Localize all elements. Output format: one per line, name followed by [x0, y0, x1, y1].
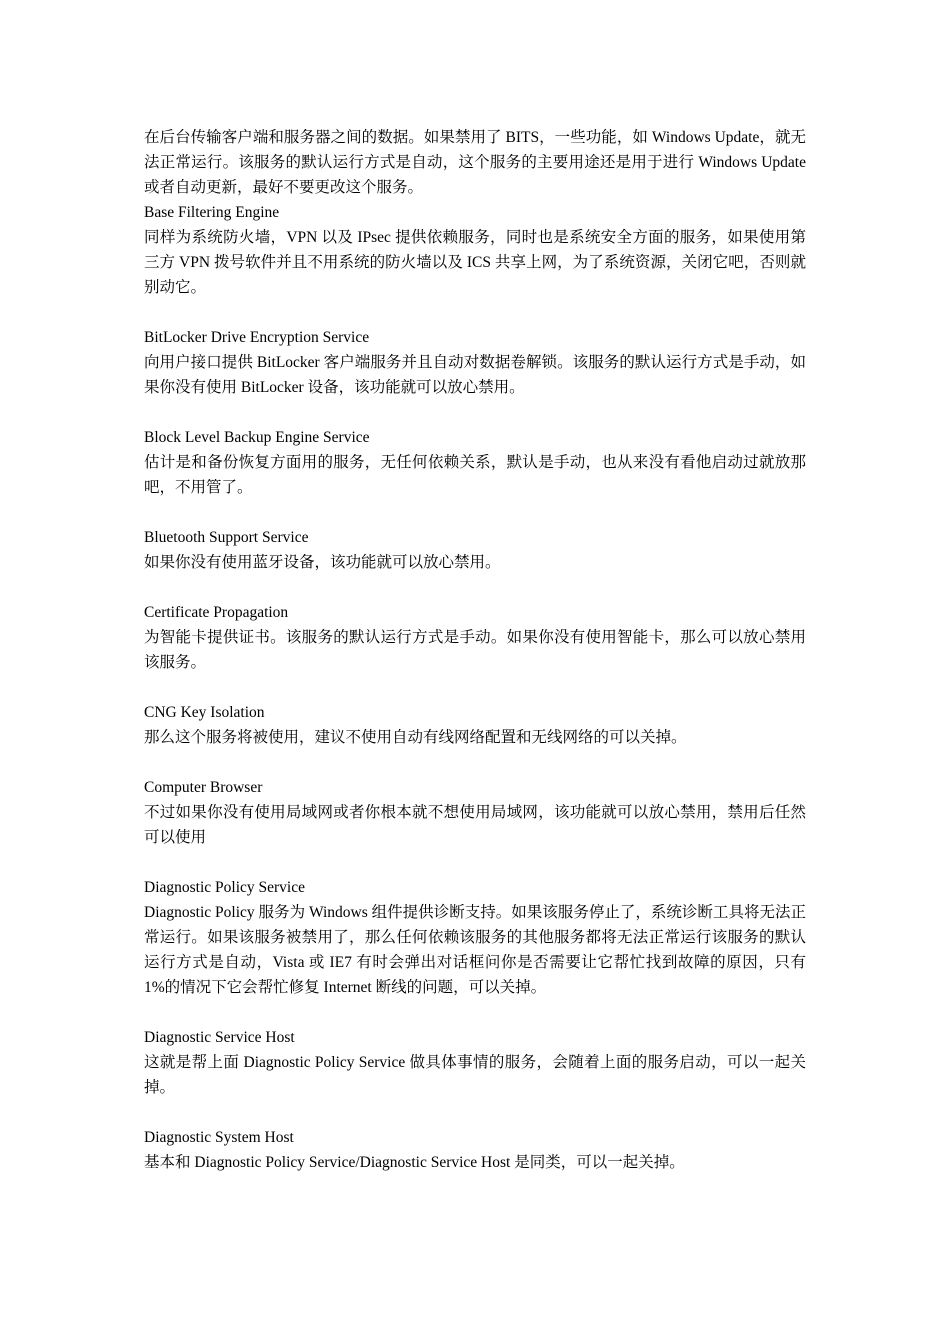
service-description: 不过如果你没有使用局域网或者你根本就不想使用局域网，该功能就可以放心禁用，禁用后任然可以使用 — [144, 804, 806, 846]
service-entry-base-filtering-engine — [144, 200, 806, 300]
service-description: Diagnostic Policy 服务为 Windows 组件提供诊断支持。如果该服务停止了，系统诊断工具将无法正常运行。如果该服务被禁用了，那么任何依赖该服务的其他服务都将无法正常运行该服务的默认运行方式是自动，Vista 或 IE7 有时会弹出对话框问你是否需要让它帮忙找到故障的原因，只有 1%的情况下它会帮忙修复 Internet 断线的问题，可以关掉。 — [144, 904, 806, 996]
service-description: 为智能卡提供证书。该服务的默认运行方式是手动。如果你没有使用智能卡，那么可以放心禁用该服务。 — [144, 629, 806, 671]
service-title: Block Level Backup Engine Service — [144, 429, 370, 446]
service-entry-computer-browser — [144, 775, 806, 850]
service-entry-cng-key-isolation — [144, 700, 806, 750]
service-entry-diagnostic-service-host — [144, 1025, 806, 1100]
service-entry-certificate-propagation — [144, 600, 806, 675]
service-title: Bluetooth Support Service — [144, 529, 309, 546]
intro-paragraph: 在后台传输客户端和服务器之间的数据。如果禁用了 BITS，一些功能，如 Windows Update，就无法正常运行。该服务的默认运行方式是自动，这个服务的主要用途还是用于进行 Windows Update 或者自动更新，最好不要更改这个服务。 — [144, 129, 806, 196]
service-title: BitLocker Drive Encryption Service — [144, 329, 370, 346]
service-title: Computer Browser — [144, 779, 263, 796]
service-description: 估计是和备份恢复方面用的服务，无任何依赖关系，默认是手动，也从来没有看他启动过就放那吧，不用管了。 — [144, 454, 806, 496]
service-description: 这就是帮上面 Diagnostic Policy Service 做具体事情的服务，会随着上面的服务启动，可以一起关掉。 — [144, 1054, 806, 1096]
service-title: Base Filtering Engine — [144, 204, 280, 221]
service-description: 那么这个服务将被使用，建议不使用自动有线网络配置和无线网络的可以关掉。 — [144, 729, 687, 746]
service-entry-bitlocker — [144, 325, 806, 400]
service-title: Diagnostic Service Host — [144, 1029, 295, 1046]
service-description: 同样为系统防火墙，VPN 以及 IPsec 提供依赖服务，同时也是系统安全方面的服务，如果使用第三方 VPN 拨号软件并且不用系统的防火墙以及 ICS 共享上网，为了系统资源，关闭它吧，否则就别动它。 — [144, 229, 806, 296]
service-description: 如果你没有使用蓝牙设备，该功能就可以放心禁用。 — [144, 554, 501, 571]
service-entry-diagnostic-system-host — [144, 1125, 806, 1175]
service-description: 基本和 Diagnostic Policy Service/Diagnostic Service Host 是同类，可以一起关掉。 — [144, 1154, 685, 1171]
service-entry-bluetooth — [144, 525, 806, 575]
service-title: Diagnostic System Host — [144, 1129, 294, 1146]
document-page — [144, 125, 806, 1200]
service-title: Certificate Propagation — [144, 604, 289, 621]
service-entry-block-level-backup — [144, 425, 806, 500]
service-title: Diagnostic Policy Service — [144, 879, 305, 896]
service-description: 向用户接口提供 BitLocker 客户端服务并且自动对数据卷解锁。该服务的默认运行方式是手动，如果你没有使用 BitLocker 设备，该功能就可以放心禁用。 — [144, 354, 806, 396]
service-title: CNG Key Isolation — [144, 704, 265, 721]
service-entry-diagnostic-policy — [144, 875, 806, 1000]
